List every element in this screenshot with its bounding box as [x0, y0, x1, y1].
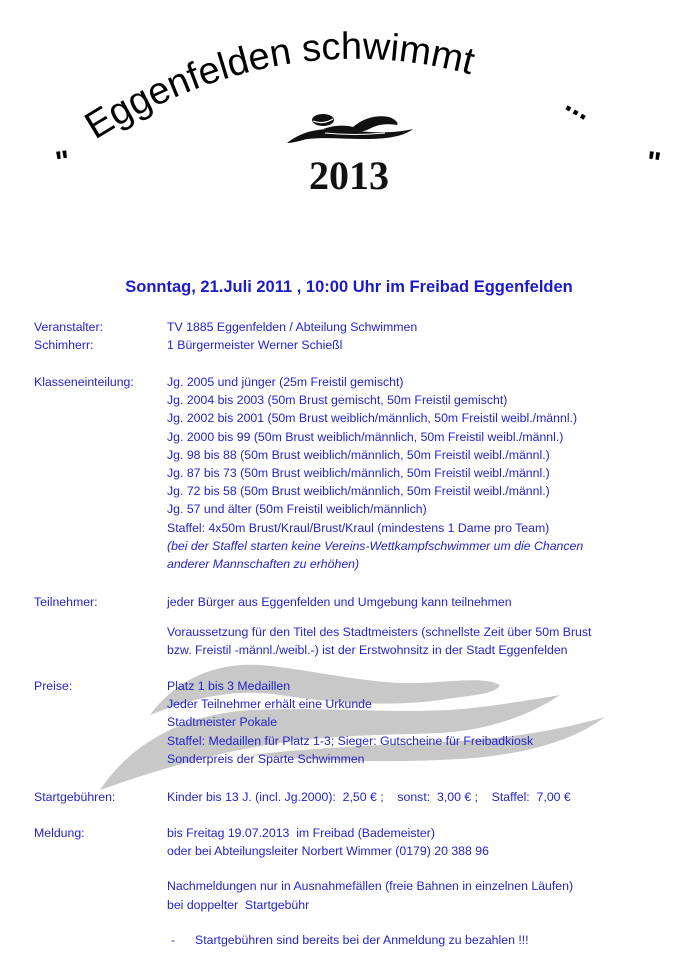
title-left: Eggenfelden [78, 30, 295, 148]
meldung-label: Meldung: [34, 826, 85, 840]
teilnehmer-requirement: bzw. Freistil -männl./weibl.-) ist der Erstwohnsitz in der Stadt Eggenfelden [167, 643, 568, 658]
teilnehmer-requirement: Voraussetzung für den Titel des Stadtmeisters (schnellste Zeit über 50m Brust [167, 625, 592, 640]
meldung-line: oder bei Abteilungsleiter Norbert Wimmer (0179) 20 388 96 [167, 844, 489, 859]
klassen-item: Jg. 98 bis 88 (50m Brust weiblich/männlich, 50m Freistil weibl./männl.) [167, 447, 550, 462]
schirmherr-label: Schimherr: [34, 338, 94, 352]
veranstalter-label: Veranstalter: [34, 320, 104, 334]
nachmeldung-line: Nachmeldungen nur in Ausnahmefällen (freie Bahnen in einzelnen Läufen) [167, 879, 574, 894]
startgebuehren-label: Startgebühren: [34, 790, 116, 804]
swimmer-icon [285, 103, 415, 153]
veranstalter-value: TV 1885 Eggenfelden / Abteilung Schwimmen [167, 320, 418, 334]
klassen-item: Jg. 2005 und jünger (25m Freistil gemischt) [167, 375, 404, 389]
klassen-item: Jg. 87 bis 73 (50m Brust weiblich/männlich, 50m Freistil weibl./männl.) [167, 466, 550, 481]
payment-note [167, 931, 573, 949]
teilnehmer-value: jeder Bürger aus Eggenfelden und Umgebung kann teilnehmen [167, 595, 512, 609]
nachmeldung-line: bei doppelter Startgebühr [167, 897, 310, 912]
event-date-location: Sonntag, 21.Juli 2011 , 10:00 Uhr im Freibad Eggenfelden [125, 278, 573, 296]
header-title-text [78, 26, 479, 148]
klassen-item: Staffel: 4x50m Brust/Kraul/Brust/Kraul (mindestens 1 Dame pro Team) [167, 520, 550, 535]
preise-item: Staffel: Medaillen für Platz 1-3; Sieger: Gutscheine für Freibadkiosk [167, 733, 534, 748]
teilnehmer-label: Teilnehmer: [34, 595, 98, 609]
title-right: schwimmt [299, 25, 479, 84]
preise-item: Stadtmeister Pokale [167, 715, 278, 730]
svg-text:Eggenfelden schwimmt [78, 26, 479, 148]
klassen-item: Jg. 2004 bis 2003 (50m Brust gemischt, 50m Freistil gemischt) [167, 393, 508, 408]
payment-note-text: Startgebühren sind bereits bei der Anmeldung zu bezahlen !!! [195, 932, 529, 947]
staffel-note: (bei der Staffel starten keine Vereins-Wettkampfschwimmer um die Chancen [167, 538, 584, 553]
klassen-item: Jg. 2000 bis 99 (50m Brust weiblich/männlich, 50m Freistil weibl./männl.) [167, 429, 564, 444]
klassen-label: Klasseneinteilung: [34, 375, 134, 389]
klassen-item: Jg. 2002 bis 2001 (50m Brust weiblich/männlich, 50m Freistil weibl./männl.) [167, 411, 578, 426]
preise-label: Preise: [34, 679, 73, 693]
bullet-dash: - [171, 932, 176, 947]
schirmherr-value: 1 Bürgermeister Werner Schießl [167, 338, 343, 352]
event-year: 2013 [309, 153, 389, 198]
klassen-item: Jg. 57 und älter (50m Freistil weiblich/männlich) [167, 502, 427, 517]
open-quote: " [53, 144, 73, 180]
title-ellipsis: ... [560, 85, 599, 127]
preise-item: Jeder Teilnehmer erhält eine Urkunde [167, 697, 372, 712]
preise-item: Sonderpreis der Sparte Schwimmen [167, 751, 365, 766]
preise-item: Platz 1 bis 3 Medaillen [167, 679, 291, 693]
klassen-list [167, 373, 583, 573]
startgebuehren-value: Kinder bis 13 J. (incl. Jg.2000): 2,50 € ; sonst: 3,00 € ; Staffel: 7,00 € [167, 790, 571, 804]
staffel-note: anderer Mannschaften zu erhöhen) [167, 557, 360, 572]
close-quote: " [644, 145, 663, 181]
preise-list [167, 677, 533, 768]
klassen-item: Jg. 72 bis 58 (50m Brust weiblich/männlich, 50m Freistil weibl./männl.) [167, 484, 550, 499]
meldung-line: bis Freitag 19.07.2013 im Freibad (Bademeister) [167, 826, 435, 840]
